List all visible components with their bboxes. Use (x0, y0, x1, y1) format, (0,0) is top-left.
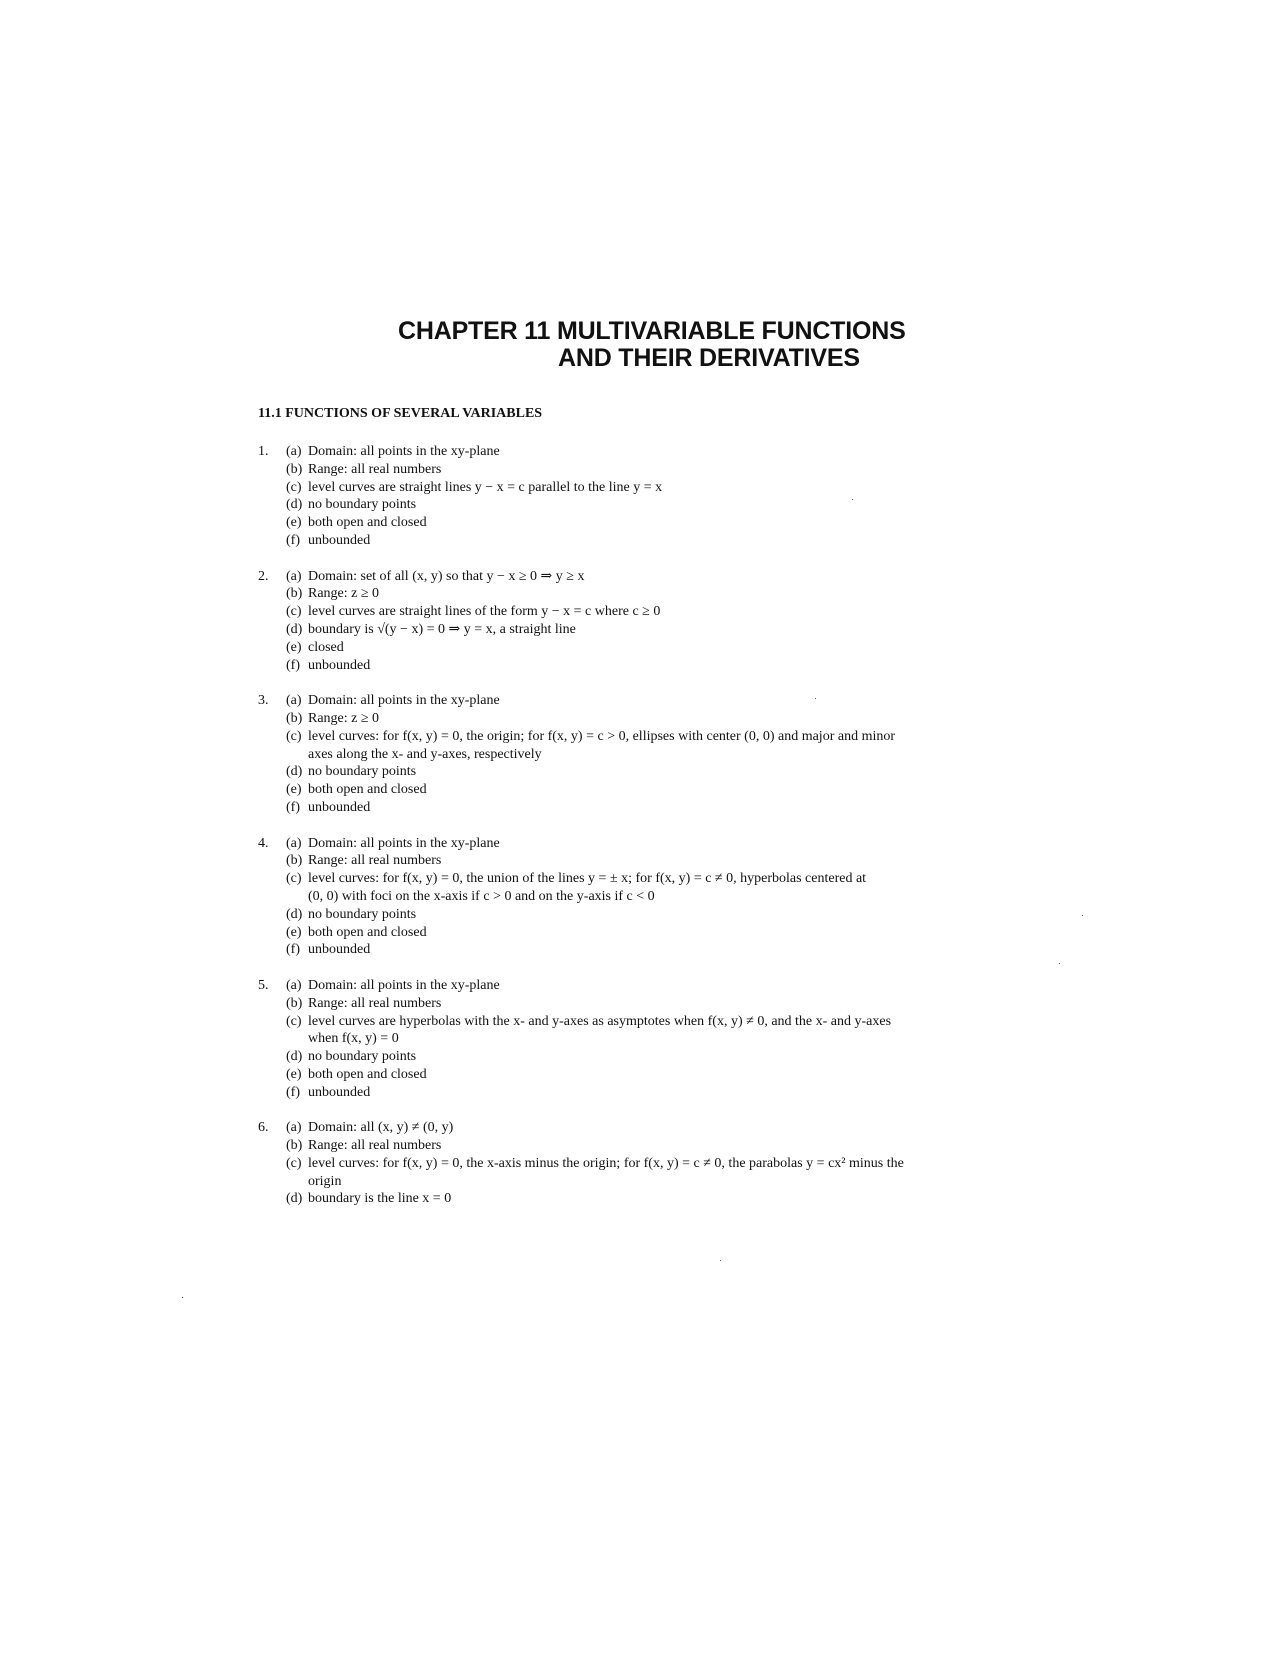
part-label: (a) (286, 977, 302, 993)
part-text: Domain: all points in the xy-plane (308, 977, 500, 993)
part-text: unbounded (308, 942, 371, 958)
part-text-continuation: when f(x, y) = 0 (308, 1031, 399, 1047)
problem-part (258, 1119, 1058, 1137)
part-label: (a) (286, 693, 302, 709)
part-label: (d) (286, 1049, 303, 1065)
part-label: (f) (286, 1084, 300, 1100)
part-label: (d) (286, 906, 303, 922)
part-text: Range: all real numbers (308, 995, 442, 1011)
part-label: (b) (286, 586, 303, 602)
problem-part (258, 924, 1058, 942)
part-text: level curves: for f(x, y) = 0, the x-axis minus the origin; for f(x, y) = c ≠ 0, the parabolas y = cx² minus the (308, 1155, 904, 1171)
problem-number: 3. (258, 693, 269, 709)
scan-speck (1082, 915, 1083, 916)
part-label: (a) (286, 444, 302, 459)
problem-part (258, 603, 1058, 621)
part-label: (e) (286, 515, 302, 531)
problem-part (258, 461, 1058, 479)
part-text: boundary is the line x = 0 (308, 1191, 452, 1207)
problem-number: 6. (258, 1120, 269, 1136)
scan-speck (815, 698, 816, 699)
problem-part (258, 639, 1058, 657)
part-text: unbounded (308, 532, 371, 548)
part-label: (e) (286, 782, 302, 798)
part-label: (a) (286, 1120, 302, 1136)
problem-part (258, 443, 1058, 461)
problem-6 (258, 1119, 1058, 1208)
problem-part (258, 657, 1058, 675)
scan-speck (720, 1260, 721, 1261)
part-text: level curves are hyperbolas with the x- and y-axes as asymptotes when f(x, y) ≠ 0, and the x- and y-axes (308, 1013, 892, 1029)
part-text: boundary is √(y − x) = 0 ⇒ y = x, a straight line (308, 621, 576, 637)
problem-number: 1. (258, 444, 269, 459)
part-text: closed (308, 639, 344, 655)
problem-part (258, 710, 1058, 728)
problem-part (258, 514, 1058, 532)
problem-number: 4. (258, 835, 269, 851)
part-label: (e) (286, 1066, 302, 1082)
part-text: both open and closed (308, 1066, 427, 1082)
part-text: no boundary points (308, 906, 417, 922)
part-label: (b) (286, 853, 303, 869)
problem-3 (258, 692, 1058, 817)
problem-part (258, 995, 1058, 1013)
part-label: (e) (286, 639, 302, 655)
problem-part (258, 496, 1058, 514)
part-text: level curves: for f(x, y) = 0, the origin; for f(x, y) = c > 0, ellipses with center (0, 0) and major and minor (308, 728, 896, 744)
part-label: (c) (286, 1155, 302, 1171)
part-label: (c) (286, 604, 302, 620)
part-text: no boundary points (308, 1049, 417, 1065)
part-text: level curves are straight lines of the form y − x = c where c ≥ 0 (308, 604, 661, 620)
problem-part (258, 1066, 1058, 1084)
problem-part (258, 941, 1058, 959)
part-label: (b) (286, 995, 303, 1011)
part-label: (b) (286, 461, 303, 477)
part-label: (f) (286, 657, 300, 673)
part-text: Range: all real numbers (308, 461, 442, 477)
problem-4 (258, 835, 1058, 960)
part-label: (f) (286, 942, 300, 958)
problem-part (258, 1190, 1058, 1208)
part-label: (c) (286, 1013, 302, 1029)
scan-speck (182, 1297, 183, 1298)
part-text: Range: all real numbers (308, 1138, 442, 1154)
problem-part (258, 692, 1058, 710)
part-text-continuation: origin (308, 1173, 342, 1189)
part-label: (b) (286, 710, 303, 726)
part-text: Domain: all points in the xy-plane (308, 835, 500, 851)
part-label: (d) (286, 497, 303, 513)
part-text: both open and closed (308, 924, 427, 940)
scan-speck (852, 499, 853, 500)
part-label: (c) (286, 479, 302, 495)
problem-list (258, 443, 1058, 1226)
problem-part (258, 763, 1058, 781)
problem-part (258, 852, 1058, 870)
scan-speck (1059, 963, 1060, 964)
part-label: (e) (286, 924, 302, 940)
part-text: level curves are straight lines y − x = c parallel to the line y = x (308, 479, 663, 495)
problem-part (258, 1013, 1058, 1049)
chapter-title-line-1: CHAPTER 11 MULTIVARIABLE FUNCTIONS (398, 317, 906, 345)
problem-part (258, 870, 1058, 906)
part-label: (d) (286, 1191, 303, 1207)
problem-part (258, 1084, 1058, 1102)
part-text-continuation: axes along the x- and y-axes, respectively (308, 746, 542, 762)
problem-5 (258, 977, 1058, 1102)
part-label: (c) (286, 871, 302, 887)
part-label: (d) (286, 621, 303, 637)
problem-part (258, 906, 1058, 924)
part-text: Domain: all points in the xy-plane (308, 444, 500, 459)
problem-1 (258, 443, 1058, 550)
part-label: (a) (286, 835, 302, 851)
part-label: (b) (286, 1138, 303, 1154)
section-title: 11.1 FUNCTIONS OF SEVERAL VARIABLES (258, 406, 543, 421)
part-text: unbounded (308, 799, 371, 815)
chapter-title-line-2: AND THEIR DERIVATIVES (558, 344, 860, 372)
part-label: (f) (286, 799, 300, 815)
problem-part (258, 1155, 1058, 1191)
part-label: (c) (286, 728, 302, 744)
part-text: unbounded (308, 1084, 371, 1100)
problem-part (258, 532, 1058, 550)
problem-part (258, 1137, 1058, 1155)
part-label: (a) (286, 568, 302, 584)
part-text: both open and closed (308, 515, 427, 531)
problem-part (258, 781, 1058, 799)
part-text: level curves: for f(x, y) = 0, the union of the lines y = ± x; for f(x, y) = c ≠ 0, hyperbolas centered at (308, 871, 867, 887)
problem-number: 5. (258, 977, 269, 993)
problem-part (258, 728, 1058, 764)
problem-part (258, 585, 1058, 603)
part-label: (f) (286, 532, 300, 548)
part-text: both open and closed (308, 782, 427, 798)
problem-part (258, 568, 1058, 586)
chapter-title (398, 318, 918, 372)
part-label: (d) (286, 764, 303, 780)
part-text: Domain: all (x, y) ≠ (0, y) (308, 1120, 454, 1136)
part-text: unbounded (308, 657, 371, 673)
part-text-continuation: (0, 0) with foci on the x-axis if c > 0 and on the y-axis if c < 0 (308, 888, 655, 904)
problem-part (258, 799, 1058, 817)
problem-part (258, 479, 1058, 497)
part-text: Range: all real numbers (308, 853, 442, 869)
part-text: Domain: all points in the xy-plane (308, 693, 500, 709)
part-text: no boundary points (308, 497, 417, 513)
problem-part (258, 1048, 1058, 1066)
problem-part (258, 977, 1058, 995)
part-text: no boundary points (308, 764, 417, 780)
problem-2 (258, 568, 1058, 675)
part-text: Range: z ≥ 0 (308, 710, 380, 726)
problem-number: 2. (258, 568, 269, 584)
part-text: Domain: set of all (x, y) so that y − x ≥ 0 ⇒ y ≥ x (308, 568, 585, 584)
problem-part (258, 621, 1058, 639)
part-text: Range: z ≥ 0 (308, 586, 380, 602)
problem-part (258, 835, 1058, 853)
